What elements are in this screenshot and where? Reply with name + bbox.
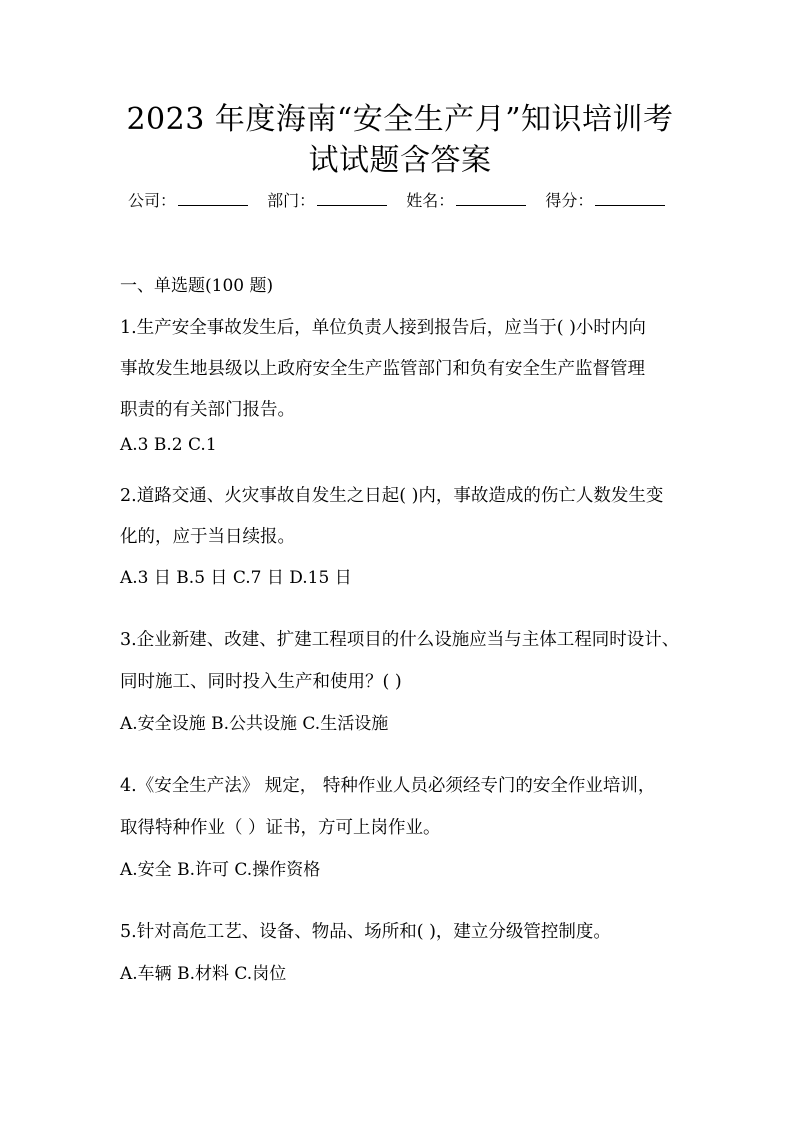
question-3-options: A.安全设施 B.公共设施 C.生活设施	[120, 714, 389, 734]
fill-in-blank	[317, 191, 387, 206]
document-title-line-2: 试试题含答案	[308, 143, 492, 178]
fill-in-blank	[178, 191, 248, 206]
fill-in-blank	[456, 191, 526, 206]
question-1-options: A.3 B.2 C.1	[120, 435, 217, 455]
question-5-text-line-1: 5.针对高危工艺、设备、物品、场所和( )，建立分级管控制度。	[120, 922, 611, 942]
question-2-options: A.3 日 B.5 日 C.7 日 D.15 日	[120, 568, 352, 588]
question-1-text-line-1: 1.生产安全事故发生后，单位负责人接到报告后，应当于( )小时内向	[120, 318, 646, 338]
info-field-company	[128, 190, 248, 212]
info-fields-row	[128, 190, 688, 212]
info-field-label: 公司：	[128, 191, 177, 210]
question-4-text-line-1: 4.《安全生产法》 规定， 特种作业人员必须经专门的安全作业培训，	[120, 776, 656, 796]
question-3-text-line-2: 同时施工、同时投入生产和使用？( )	[120, 672, 402, 692]
info-field-score	[545, 190, 665, 212]
info-field-label: 得分：	[545, 191, 594, 210]
info-field-department	[267, 190, 387, 212]
info-field-label: 姓名：	[406, 191, 455, 210]
info-field-name	[406, 190, 526, 212]
fill-in-blank	[595, 191, 665, 206]
question-3-text-line-1: 3.企业新建、改建、扩建工程项目的什么设施应当与主体工程同时设计、	[120, 630, 680, 650]
info-field-label: 部门：	[267, 191, 316, 210]
question-5-options: A.车辆 B.材料 C.岗位	[120, 964, 287, 984]
question-4-text-line-2: 取得特种作业（ ）证书，方可上岗作业。	[120, 818, 441, 838]
document-title-line-1: 2023 年度海南“安全生产月”知识培训考	[126, 102, 674, 137]
section-heading: 一、单选题(100 题)	[120, 276, 274, 296]
question-2-text-line-2: 化的，应于当日续报。	[120, 527, 295, 547]
question-1-text-line-2: 事故发生地县级以上政府安全生产监管部门和负有安全生产监督管理	[120, 359, 645, 379]
question-2-text-line-1: 2.道路交通、火灾事故自发生之日起( )内，事故造成的伤亡人数发生变	[120, 486, 664, 506]
question-1-text-line-3: 职责的有关部门报告。	[120, 400, 295, 420]
question-4-options: A.安全 B.许可 C.操作资格	[120, 860, 321, 880]
